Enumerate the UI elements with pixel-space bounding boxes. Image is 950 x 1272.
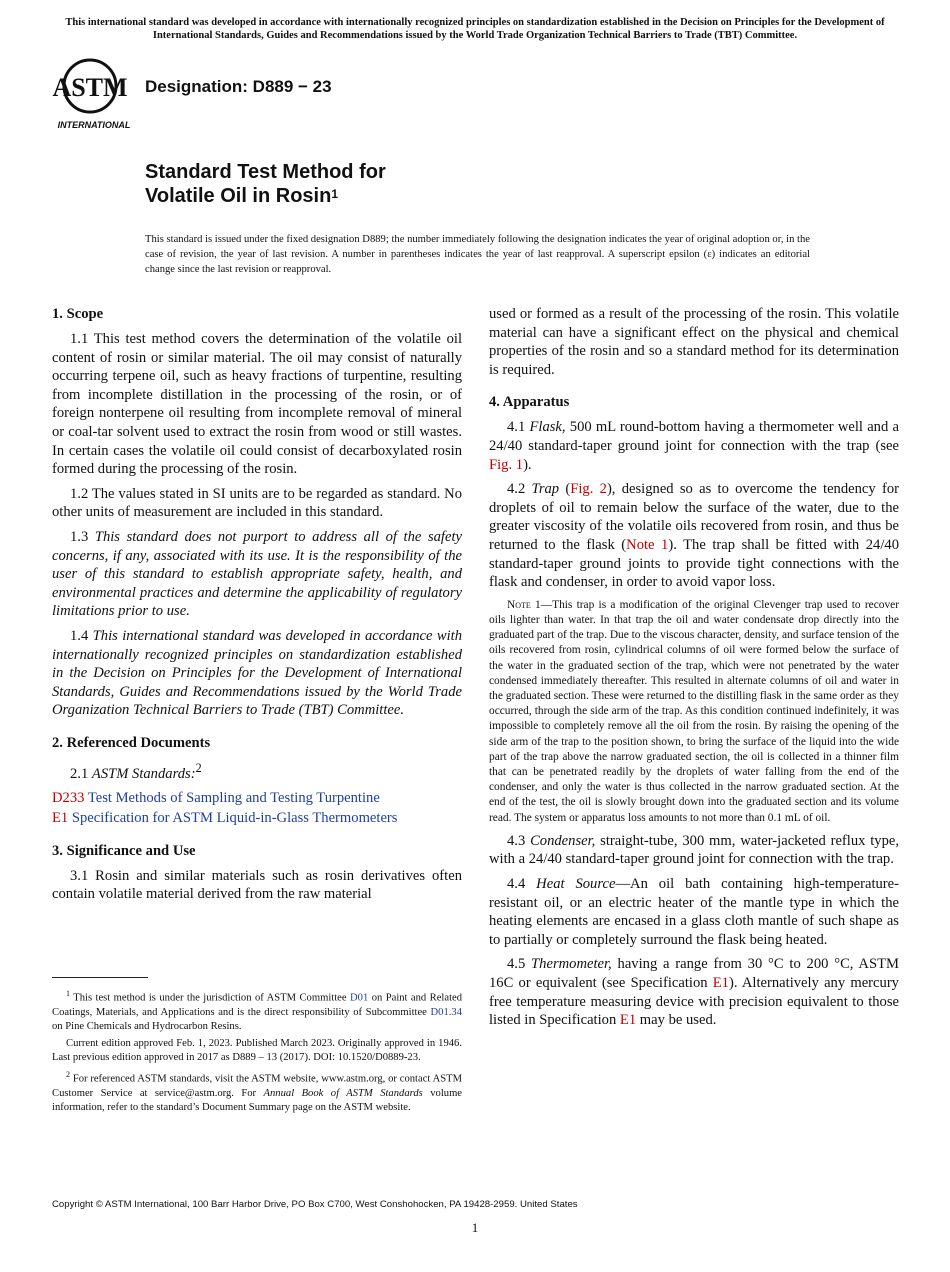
scope-1-1: 1.1 This test method covers the determination of the volatile oil content of rosin or similar material. The oil may consist of naturally occurring terpene oil, such as heavy fractions of turpentine, resulting from incomplete distillation in the processing of the rosin, or of foreign nonterpene oil resulting from incomplete removal of mineral or coal-tar solvent used to extract the rosin from wood or still wastes. In certain cases the volatile oil could consist of decarboxylated rosin formed during the processing of the rosin.	[52, 331, 462, 478]
significance-3-1-cont: used or formed as a result of the processing of the rosin. This volatile material can have a significant effect on the physical and chemical properties of the rosin and so a standard method for its determination is required.	[489, 306, 899, 378]
referenced-heading: 2. Referenced Documents	[52, 734, 211, 751]
footnotes	[52, 987, 462, 1117]
logo-subtext: INTERNATIONAL	[57, 120, 131, 130]
reference-item[interactable]	[52, 789, 462, 808]
footnote-edition: Current edition approved Feb. 1, 2023. Published March 2023. Originally approved in 1946. Last previous edition approved in 2017 as D889 – 13 (2017). DOI: 10.1520/D0889-23.	[52, 1037, 462, 1064]
scope-1-2: 1.2 The values stated in SI units are to be regarded as standard. No other units of measurement are included in this standard.	[52, 485, 462, 521]
reference-code: D233	[52, 790, 85, 807]
apparatus-4-5: 4.5 Thermometer, having a range from 30 °C to 200 °C, ASTM 16C or equivalent (see Specification E1). Alternatively any mercury free temperature measuring device with precision equivalent to those listed in Specification E1 may be used.	[489, 956, 899, 1029]
document-title	[145, 160, 386, 208]
apparatus-heading: 4. Apparatus	[489, 394, 570, 411]
designation: Designation: D889 − 23	[145, 77, 332, 96]
reference-title: Test Methods of Sampling and Testing Turpentine	[87, 790, 380, 807]
title-footnote-mark: 1	[331, 187, 339, 201]
left-column	[52, 305, 462, 918]
apparatus-4-3: 4.3 Condenser, straight-tube, 300 mm, water-jacketed reflux type, with a 24/40 standard-taper ground joint for connection with the trap.	[489, 832, 900, 868]
referenced-2-1: 2.1 ASTM Standards:$^2$	[70, 760, 202, 782]
reference-item[interactable]	[52, 809, 462, 828]
apparatus-4-1: 4.1 Flask, 500 mL round-bottom having a thermometer well and a 24/40 standard-taper ground joint for connection with the trap (see Fig. 1).	[489, 419, 899, 473]
section-apparatus	[489, 393, 899, 1029]
issued-note: This standard is issued under the fixed designation D889; the number immediately following the designation indicates the year of original adoption or, in the case of revision, the year of last revision. A number in parentheses indicates the year of last reapproval. A superscript epsilon (ε) indicates an editorial change since the last revision or reapproval.	[145, 234, 810, 275]
significance-heading: 3. Significance and Use	[52, 842, 196, 859]
title-line-1: Standard Test Method for	[145, 161, 386, 183]
page-number: 1	[471, 1220, 479, 1235]
copyright: Copyright © ASTM International, 100 Barr Harbor Drive, PO Box C700, West Conshohocken, PA 19428-2959. United States	[52, 1199, 578, 1210]
note-1-link[interactable]: Note 1	[626, 536, 669, 553]
right-column	[489, 305, 899, 1044]
reference-title: Specification for ASTM Liquid-in-Glass Thermometers	[71, 809, 398, 826]
section-referenced-documents	[52, 734, 462, 828]
fig-2-link[interactable]: Fig. 2	[570, 481, 607, 498]
astm-logo-icon	[52, 56, 136, 132]
e1-link[interactable]: E1	[712, 974, 729, 991]
footnote-2: $^2$ For referenced ASTM standards, visit the ASTM website, www.astm.org, or contact ASTM Customer Service at service@astm.org. For Annual Book of ASTM Standards volume information, refer to the standard’s Document Summary page on the ASTM website.	[52, 1069, 463, 1113]
apparatus-4-4: 4.4 Heat Source—An oil bath containing high-temperature-resistant oil, or an electric heater of the mantle type in which the heating elements are encased in a glass cloth mantle of such shape as to partially or completely surround the flask being heated.	[489, 875, 899, 948]
scope-1-3: 1.3 This standard does not purport to address all of the safety concerns, if any, associated with its use. It is the responsibility of the user of this standard to establish appropriate safety, health, and environmental practices and determine the applicability of regulatory limitations prior to use.	[52, 528, 462, 620]
scope-1-4: 1.4 This international standard was developed in accordance with internationally recognized principles on standardization established in the Decision on Principles for the Development of International Standards, Guides and Recommendations issued by the World Trade Organization Technical Barriers to Trade (TBT) Committee.	[52, 627, 463, 719]
referenced-list	[52, 789, 462, 827]
e1-link[interactable]: E1	[619, 1012, 637, 1029]
section-significance	[52, 842, 462, 904]
significance-3-1: 3.1 Rosin and similar materials such as rosin derivatives often contain volatile material derived from the raw material	[52, 867, 462, 903]
committee-link[interactable]: D01	[350, 992, 369, 1004]
footnote-1: $^1$ This test method is under the jurisdiction of ASTM Committee D01 on Paint and Related Coatings, Materials, and Applications and is the direct responsibility of Subcommittee D01.34 on Pine Chemicals and Hydrocarbon Resins.	[52, 989, 463, 1033]
fig-1-link[interactable]: Fig. 1	[489, 456, 524, 473]
scope-heading: 1. Scope	[52, 306, 104, 322]
tbt-banner: This international standard was developed in accordance with internationally recognized principles on standardization established in the Decision on Principles for the Development of International Standards, Guides and Recommendations issued by the World Trade Organization Technical Barriers to Trade (TBT) Committee.	[65, 17, 885, 41]
section-scope	[52, 305, 462, 720]
title-line-2: Volatile Oil in Rosin	[145, 185, 332, 207]
apparatus-4-2: 4.2 Trap (Fig. 2), designed so as to overcome the tendency for droplets of oil to remain below the surface of the water, due to the greater viscosity of the volatile oils recovered from rosin, and thus be returned to the flask (Note 1). The trap shall be fitted with 24/40 standard-taper ground joints to provide tight connections with the flask and condenser, in order to avoid vapor loss.	[489, 481, 900, 591]
footnote-rule	[52, 977, 148, 978]
logo-text: ASTM	[52, 73, 128, 102]
note-1: Note 1—This trap is a modification of the original Clevenger trap used to recover oils lighter than water. In that trap the oil and water condensate drop directly into the graduated part of the trap. Due to the viscous character, density, and surface tension of the oils recovered from rosin, cylindrical columns of oil were formed below the surface of the water in the graduated section of the trap, which were not penetrated by the water condensed immediately thereafter. This resulted in alternate columns of oil and water in the graduated section. These were returned to the distilling flask in the same order as they occurred, through the side arm of the trap. As this condition continued indefinitely, it was impossible to completely remove all the oil from the rosin. By raising the opening of the side arm of the trap to the position shown, to bring the surface of the liquid into the wide part of the trap above the narrow graduated section, the oil is collected in a thinner film that can be penetrated readily by the droplets of water falling from the end of the condenser, and only the water is thus collected in the narrow graduated section. At the end of the test, the oil is slowly brought down into the graduated section and its volume read. The system or apparatus loss amounts to not more than 0.1 mL of oil.	[489, 598, 899, 824]
reference-code: E1	[52, 809, 69, 826]
subcommittee-link[interactable]: D01.34	[430, 1006, 462, 1018]
